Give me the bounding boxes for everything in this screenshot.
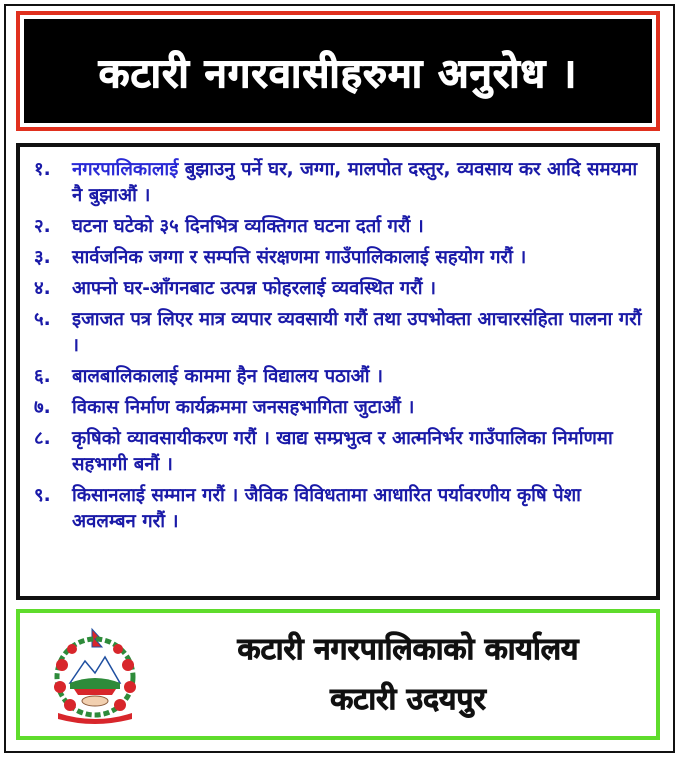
list-item bbox=[34, 245, 646, 271]
item-lead: नगरपालिकालाई bbox=[72, 159, 179, 180]
item-number: ४. bbox=[34, 278, 51, 299]
item-text: बालबालिकालाई काममा हैन विद्यालय पठाऔं । bbox=[72, 366, 383, 387]
item-text: विकास निर्माण कार्यक्रममा जनसहभागिता जुटाऔं । bbox=[72, 397, 415, 418]
item-text: किसानलाई सम्मान गरौं । जैविक विविधतामा आधारित पर्यावरणीय कृषि पेशा अवलम्बन गरौं । bbox=[72, 485, 581, 532]
list-item bbox=[34, 395, 646, 421]
office-info bbox=[170, 627, 646, 723]
office-name: कटारी नगरपालिकाको कार्यालय bbox=[237, 632, 579, 667]
item-text: कृषिको व्यावसायीकरण गरौं । खाद्य सम्प्रभुत्व र आत्मनिर्भर गाउँपालिका निर्माणमा सहभागी बनौं । bbox=[72, 428, 613, 475]
item-number: ७. bbox=[34, 397, 51, 418]
item-number: ९. bbox=[34, 485, 51, 506]
list-item bbox=[34, 214, 646, 240]
header-banner bbox=[16, 11, 660, 131]
nepal-government-emblem-icon bbox=[40, 625, 150, 725]
item-body: बुझाउनु पर्ने घर, जग्गा, मालपोत दस्तुर, व्यवसाय कर आदि समयमा नै बुझाऔं । bbox=[72, 159, 638, 206]
footer-banner bbox=[16, 609, 660, 740]
item-number: २. bbox=[34, 216, 51, 237]
list-item bbox=[34, 307, 646, 359]
item-number: ५. bbox=[34, 309, 51, 330]
list-item bbox=[34, 276, 646, 302]
item-text: घटना घटेको ३५ दिनभित्र व्यक्तिगत घटना दर्ता गरौं । bbox=[72, 216, 424, 237]
item-number: ८. bbox=[34, 428, 51, 449]
item-text: इजाजत पत्र लिएर मात्र व्यपार व्यवसायी गरौं तथा उपभोक्ता आचारसंहिता पालना गरौं । bbox=[72, 309, 642, 356]
request-list bbox=[34, 157, 646, 540]
list-item bbox=[34, 483, 646, 535]
item-text: सार्वजनिक जग्गा र सम्पत्ति संरक्षणमा गाउँपालिकालाई सहयोग गरौं । bbox=[72, 247, 527, 268]
item-number: १. bbox=[34, 159, 51, 180]
list-item bbox=[34, 157, 646, 209]
list-item bbox=[34, 426, 646, 478]
request-list-box bbox=[16, 143, 660, 600]
item-text: आफ्नो घर-आँगनबाट उत्पन्न फोहरलाई व्यवस्थित गरौं । bbox=[72, 278, 436, 299]
item-number: ६. bbox=[34, 366, 51, 387]
office-location: कटारी उदयपुर bbox=[330, 682, 486, 717]
header-inner bbox=[24, 19, 652, 123]
item-text bbox=[72, 157, 646, 209]
list-item bbox=[34, 364, 646, 390]
item-number: ३. bbox=[34, 247, 51, 268]
page-title: कटारी नगरवासीहरुमा अनुरोध । bbox=[98, 50, 578, 97]
